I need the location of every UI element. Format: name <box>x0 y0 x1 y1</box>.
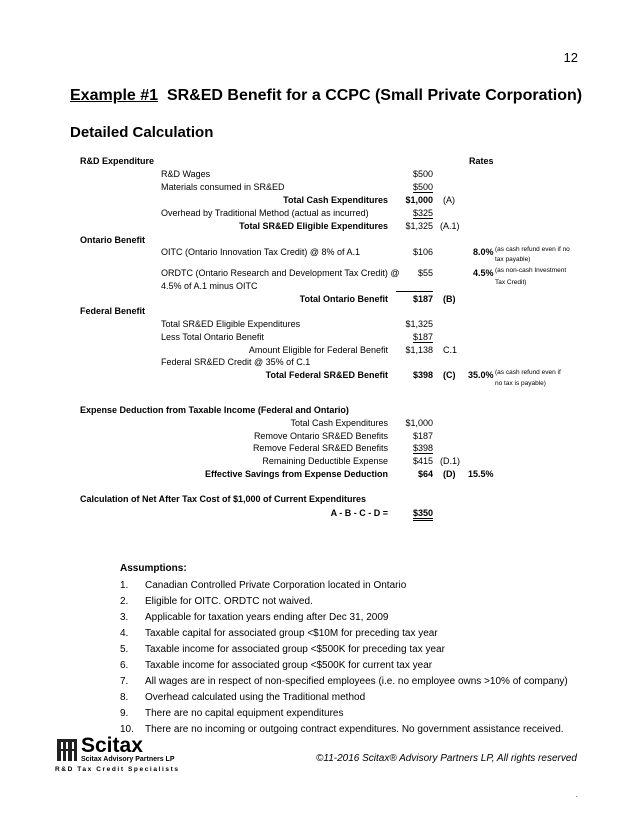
assumption-number: 4. <box>120 627 129 639</box>
assumption-text: Taxable income for associated group <$500K for preceding tax year <box>145 643 445 655</box>
title-example: Example #1 <box>70 87 159 104</box>
materials-value: $500 <box>412 182 433 192</box>
assumption-number: 9. <box>120 708 129 720</box>
assumption-item <box>120 674 568 690</box>
total-cash-ref: (A) <box>443 195 455 205</box>
federal-rate: 35.0% <box>468 370 494 380</box>
rd-wages-value: $500 <box>412 169 433 179</box>
less-ontario-value: $187 <box>412 332 433 342</box>
total-federal-label: Total Federal SR&ED Benefit <box>265 370 388 380</box>
assumption-number: 8. <box>120 692 129 704</box>
remove-federal-value: $398 <box>412 443 433 453</box>
scitax-logo <box>55 734 255 778</box>
fed-credit-label: Federal SR&ED Credit @ 35% of C.1 <box>161 357 311 367</box>
title-text: SR&ED Benefit for a CCPC (Small Private Corporation) <box>166 87 583 104</box>
assumption-item <box>120 593 568 609</box>
assumption-number: 3. <box>120 611 129 623</box>
ordtc-label-2: 4.5% of A.1 minus OITC <box>161 281 258 291</box>
net-cost-heading: Calculation of Net After Tax Cost of $1,000 of Current Expenditures <box>80 494 367 504</box>
total-eligible-value: $1,325 <box>405 221 433 231</box>
assumption-item <box>120 657 568 673</box>
fed-eligible-label: Total SR&ED Eligible Expenditures <box>161 319 301 329</box>
rates-heading: Rates <box>469 156 494 166</box>
page-title <box>70 87 582 105</box>
assumption-text: There are no capital equipment expenditures <box>145 708 344 720</box>
trailing-mark: . <box>575 790 578 799</box>
total-ontario-ref: (B) <box>443 294 456 304</box>
effective-savings-label: Effective Savings from Expense Deduction <box>204 469 388 479</box>
remove-ontario-label: Remove Ontario SR&ED Benefits <box>253 431 388 441</box>
oitc-note-1: (as cash refund even if no <box>495 246 570 253</box>
assumption-number: 6. <box>120 660 129 672</box>
materials-label: Materials consumed in SR&ED <box>161 182 285 192</box>
less-ontario-label: Less Total Ontario Benefit <box>161 332 264 342</box>
logo-line-2: R&D Tax Credit Specialists <box>55 766 180 773</box>
assumptions-title: Assumptions: <box>120 563 187 574</box>
ordtc-value: $55 <box>417 268 433 278</box>
total-cash-value: $1,000 <box>405 195 433 205</box>
formula-value: $350 <box>413 508 433 521</box>
ordtc-note-1: (as non-cash Investment <box>495 267 567 274</box>
ordtc-label-1: ORDTC (Ontario Research and Development Tax Credit) @ <box>161 268 400 278</box>
ed-total-cash-value: $1,000 <box>405 418 433 428</box>
assumption-number: 5. <box>120 643 129 655</box>
assumption-text: There are no incoming or outgoing contract expenditures. No government assistance received. <box>145 724 564 736</box>
oitc-value: $106 <box>412 247 433 257</box>
total-ontario-value: $187 <box>412 294 433 304</box>
rd-wages-label: R&D Wages <box>161 169 211 179</box>
assumption-number: 7. <box>120 676 129 688</box>
expense-deduction-heading: Expense Deduction from Taxable Income (Federal and Ontario) <box>80 405 349 415</box>
assumption-number: 10. <box>120 724 134 736</box>
effective-savings-rate: 15.5% <box>468 469 494 479</box>
assumption-text: All wages are in respect of non-specified employees (i.e. no employee owns >10% of company) <box>145 676 568 688</box>
remaining-ref: (D.1) <box>440 456 460 466</box>
oitc-rate: 8.0% <box>473 247 494 257</box>
overhead-label: Overhead by Traditional Method (actual as incurred) <box>161 208 369 218</box>
formula-label: A - B - C - D = <box>330 508 388 518</box>
oitc-label: OITC (Ontario Innovation Tax Credit) @ 8% of A.1 <box>161 247 361 257</box>
assumption-text: Taxable income for associated group <$500K for current tax year <box>145 660 433 672</box>
federal-note-2: no tax is payable) <box>495 380 546 387</box>
remove-federal-label: Remove Federal SR&ED Benefits <box>252 443 388 453</box>
ontario-benefit-heading: Ontario Benefit <box>80 235 146 245</box>
ordtc-rate: 4.5% <box>473 268 494 278</box>
assumption-item <box>120 625 568 641</box>
assumption-text: Canadian Controlled Private Corporation located in Ontario <box>145 579 407 591</box>
total-federal-value: $398 <box>412 370 433 380</box>
total-eligible-ref: (A.1) <box>440 221 460 231</box>
ed-total-cash-label: Total Cash Expenditures <box>290 418 388 428</box>
total-eligible-label: Total SR&ED Eligible Expenditures <box>239 221 388 231</box>
total-ontario-label: Total Ontario Benefit <box>299 294 388 304</box>
assumption-item <box>120 690 568 706</box>
ordtc-underline <box>396 291 433 292</box>
remaining-value: $415 <box>412 456 433 466</box>
assumption-item <box>120 722 568 738</box>
assumption-text: Eligible for OITC. ORDTC not waived. <box>145 595 313 607</box>
assumptions-section <box>120 563 568 738</box>
assumption-text: Applicable for taxation years ending after Dec 31, 2009 <box>145 611 389 623</box>
section-subtitle: Detailed Calculation <box>70 124 214 141</box>
amount-eligible-ref: C.1 <box>443 345 458 355</box>
rd-expenditure-heading: R&D Expenditure <box>80 156 155 166</box>
logo-line-1: Scitax Advisory Partners LP <box>81 756 175 763</box>
effective-savings-value: $64 <box>417 469 433 479</box>
page-number: 12 <box>563 50 578 65</box>
assumption-number: 1. <box>120 579 129 591</box>
overhead-value: $325 <box>412 208 433 218</box>
remaining-label: Remaining Deductible Expense <box>262 456 388 466</box>
copyright-notice: ©11-2016 Scitax® Advisory Partners LP, All rights reserved <box>316 753 577 764</box>
total-cash-label: Total Cash Expenditures <box>283 195 388 205</box>
remove-ontario-value: $187 <box>412 431 433 441</box>
assumption-text: Taxable capital for associated group <$10M for preceding tax year <box>145 627 438 639</box>
amount-eligible-value: $1,138 <box>405 345 433 355</box>
assumption-item <box>120 609 568 625</box>
federal-note-1: (as cash refund even if <box>495 369 561 376</box>
assumption-text: Overhead calculated using the Traditional method <box>145 692 366 704</box>
oitc-note-2: tax payable) <box>495 256 531 263</box>
assumptions-list <box>120 577 568 738</box>
assumption-item <box>120 577 568 593</box>
assumption-item <box>120 641 568 657</box>
ordtc-note-2: Tax Credit) <box>495 279 527 286</box>
logo-brand: Scitax <box>81 734 143 757</box>
federal-benefit-heading: Federal Benefit <box>80 306 146 316</box>
fed-eligible-value: $1,325 <box>405 319 433 329</box>
total-federal-ref: (C) <box>443 370 456 380</box>
effective-savings-ref: (D) <box>443 469 456 479</box>
amount-eligible-label: Amount Eligible for Federal Benefit <box>248 345 388 355</box>
assumption-number: 2. <box>120 595 129 607</box>
assumption-item <box>120 706 568 722</box>
